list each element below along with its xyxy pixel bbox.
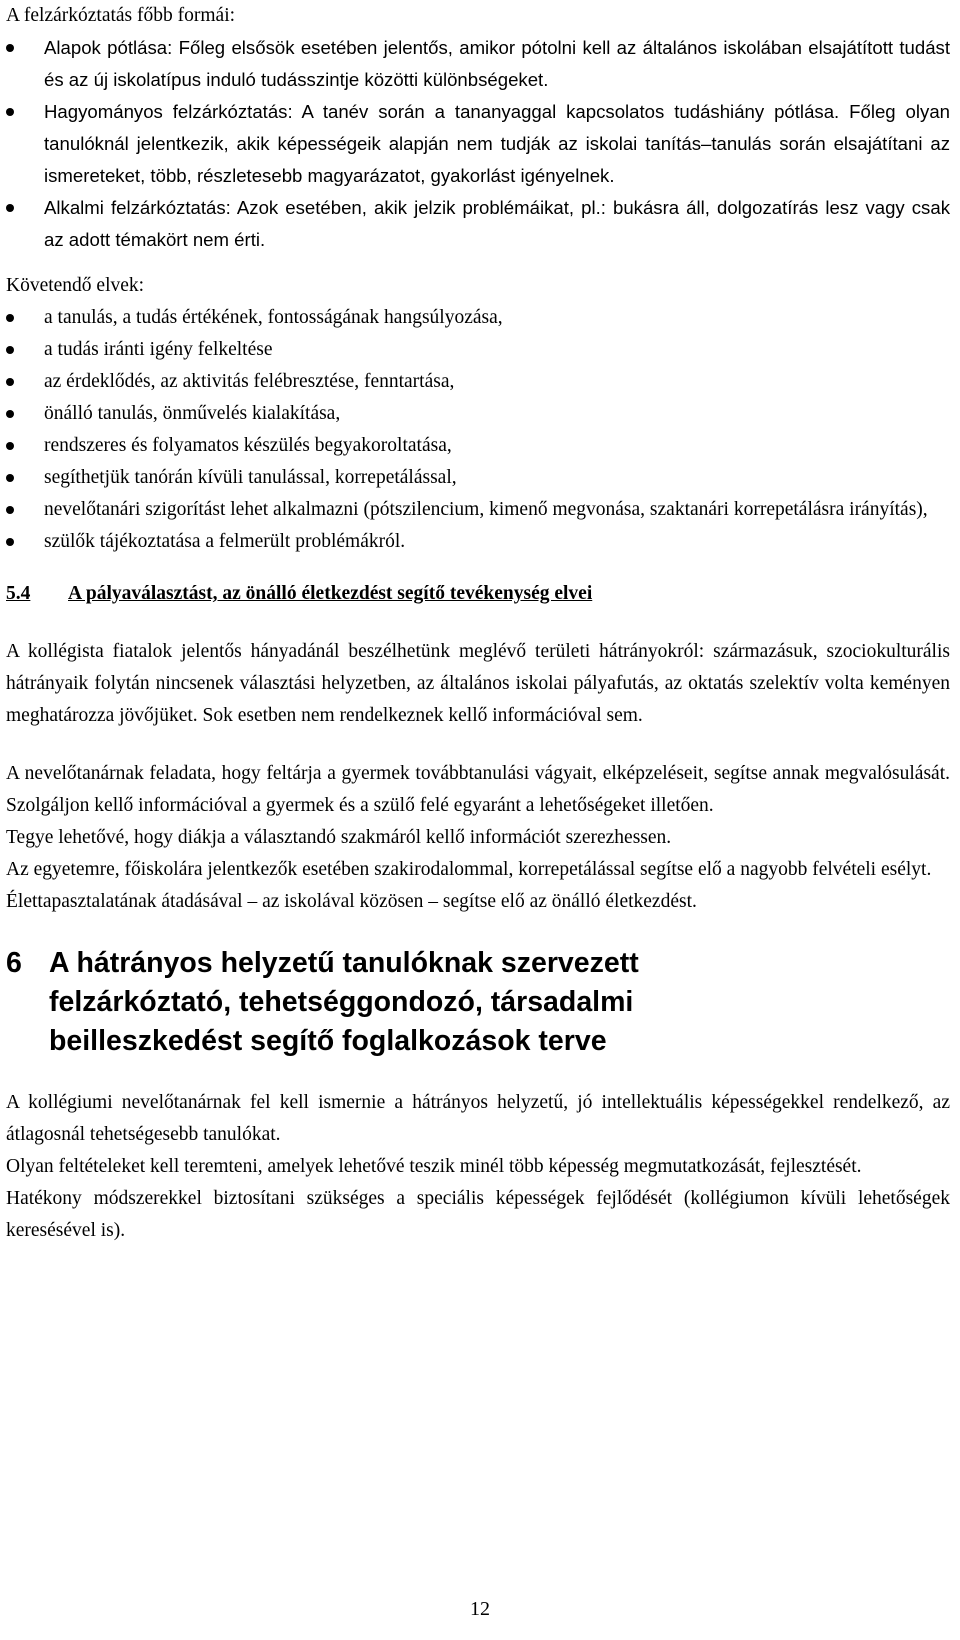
principles-heading: Követendő elvek: <box>6 275 145 296</box>
list-item: a tanulás, a tudás értékének, fontosságának hangsúlyozása, <box>6 302 950 334</box>
paragraph: Az egyetemre, főiskolára jelentkezők esetében szakirodalommal, korrepetálással segítse elő a nagyobb felvételi esélyt. <box>6 859 932 880</box>
list-item: rendszeres és folyamatos készülés begyakoroltatása, <box>6 430 950 462</box>
paragraph: Tegye lehetővé, hogy diákja a választandó szakmáról kellő információt szerezhessen. <box>6 827 672 848</box>
section-number: 5.4 <box>6 583 31 604</box>
list-item: önálló tanulás, önművelés kialakítása, <box>6 398 950 430</box>
paragraph: A kollégiumi nevelőtanárnak fel kell ismernie a hátrányos helyzetű, jó intellektuális képességekkel rendelkező, az átlagosnál tehetségesebb tanulókat. <box>6 1092 950 1145</box>
section-title: A hátrányos helyzetű tanulóknak szervezett felzárkóztató, tehetséggondozó, társadalmi beilleszkedést segítő foglalkozások terve <box>49 947 639 1057</box>
section-5-4-heading <box>6 578 950 610</box>
list-item: a tudás iránti igény felkeltése <box>6 334 950 366</box>
document-page <box>6 0 950 1247</box>
forms-list <box>6 32 950 256</box>
bullet-icon <box>6 378 14 386</box>
bullet-icon <box>6 506 14 514</box>
bullet-icon <box>6 44 14 52</box>
bullet-icon <box>6 346 14 354</box>
paragraph: Élettapasztalatának átadásával – az iskolával közösen – segítse elő az önálló életkezdést. <box>6 891 697 912</box>
section-6-heading <box>6 944 950 1061</box>
bullet-icon <box>6 538 14 546</box>
list-item: segíthetjük tanórán kívüli tanulással, korrepetálással, <box>6 462 950 494</box>
section-number: 6 <box>6 947 22 979</box>
list-item: Hagyományos felzárkóztatás: A tanév során a tananyaggal kapcsolatos tudáshiány pótlása. Főleg olyan tanulóknál jelentkezik, akik képességeik alapján nem tudják az iskolai tanítás–tanulás során elsajátítani az ismereteket, több, részletesebb magyarázatot, gyakorlást igényelnek. <box>6 96 950 192</box>
section-title: A pályaválasztást, az önálló életkezdést segítő tevékenység elvei <box>68 583 593 604</box>
list-item: az érdeklődés, az aktivitás felébresztése, fenntartása, <box>6 366 950 398</box>
bullet-icon <box>6 474 14 482</box>
list-item: szülők tájékoztatása a felmerült problémákról. <box>6 526 950 558</box>
page-number: 12 <box>470 1598 490 1620</box>
list-item: Alapok pótlása: Főleg elsősök esetében jelentős, amikor pótolni kell az általános iskolában elsajátított tudást és az új iskolatípus induló tudásszintje közötti különbségeket. <box>6 32 950 96</box>
bullet-icon <box>6 442 14 450</box>
paragraph: A kollégista fiatalok jelentős hányadánál beszélhetünk meglévő területi hátrányokról: származásuk, szociokulturális hátrányaik folytán nincsenek választási helyzetben, az általános iskolai pályafutás, az oktatás szelektív volta keményen meghatározza jövőjüket. Sok esetben nem rendelkeznek kellő információval sem. <box>6 641 950 726</box>
paragraph: A nevelőtanárnak feladata, hogy feltárja a gyermek továbbtanulási vágyait, elképzeléseit, segítse annak megvalósulását. Szolgáljon kellő információval a gyermek és a szülő felé egyaránt a lehetőségeket illetően. <box>6 763 950 816</box>
bullet-icon <box>6 204 14 212</box>
paragraph: Olyan feltételeket kell teremteni, amelyek lehetővé teszik minél több képesség megmutatkozását, fejlesztését. <box>6 1156 862 1177</box>
bullet-icon <box>6 410 14 418</box>
list-item: nevelőtanári szigorítást lehet alkalmazni (pótszilencium, kimenő megvonása, szaktanári korrepetálásra irányítás), <box>6 494 950 526</box>
paragraph: Hatékony módszerekkel biztosítani szükséges a speciális képességek fejlődését (kollégiumon kívüli lehetőségek keresésével is). <box>6 1188 950 1241</box>
bullet-icon <box>6 314 14 322</box>
list-item: Alkalmi felzárkóztatás: Azok esetében, akik jelzik problémáikat, pl.: bukásra áll, dolgozatírás lesz vagy csak az adott témakört nem érti. <box>6 192 950 256</box>
principles-list <box>6 302 950 558</box>
forms-heading: A felzárkóztatás főbb formái: <box>6 5 236 26</box>
bullet-icon <box>6 108 14 116</box>
